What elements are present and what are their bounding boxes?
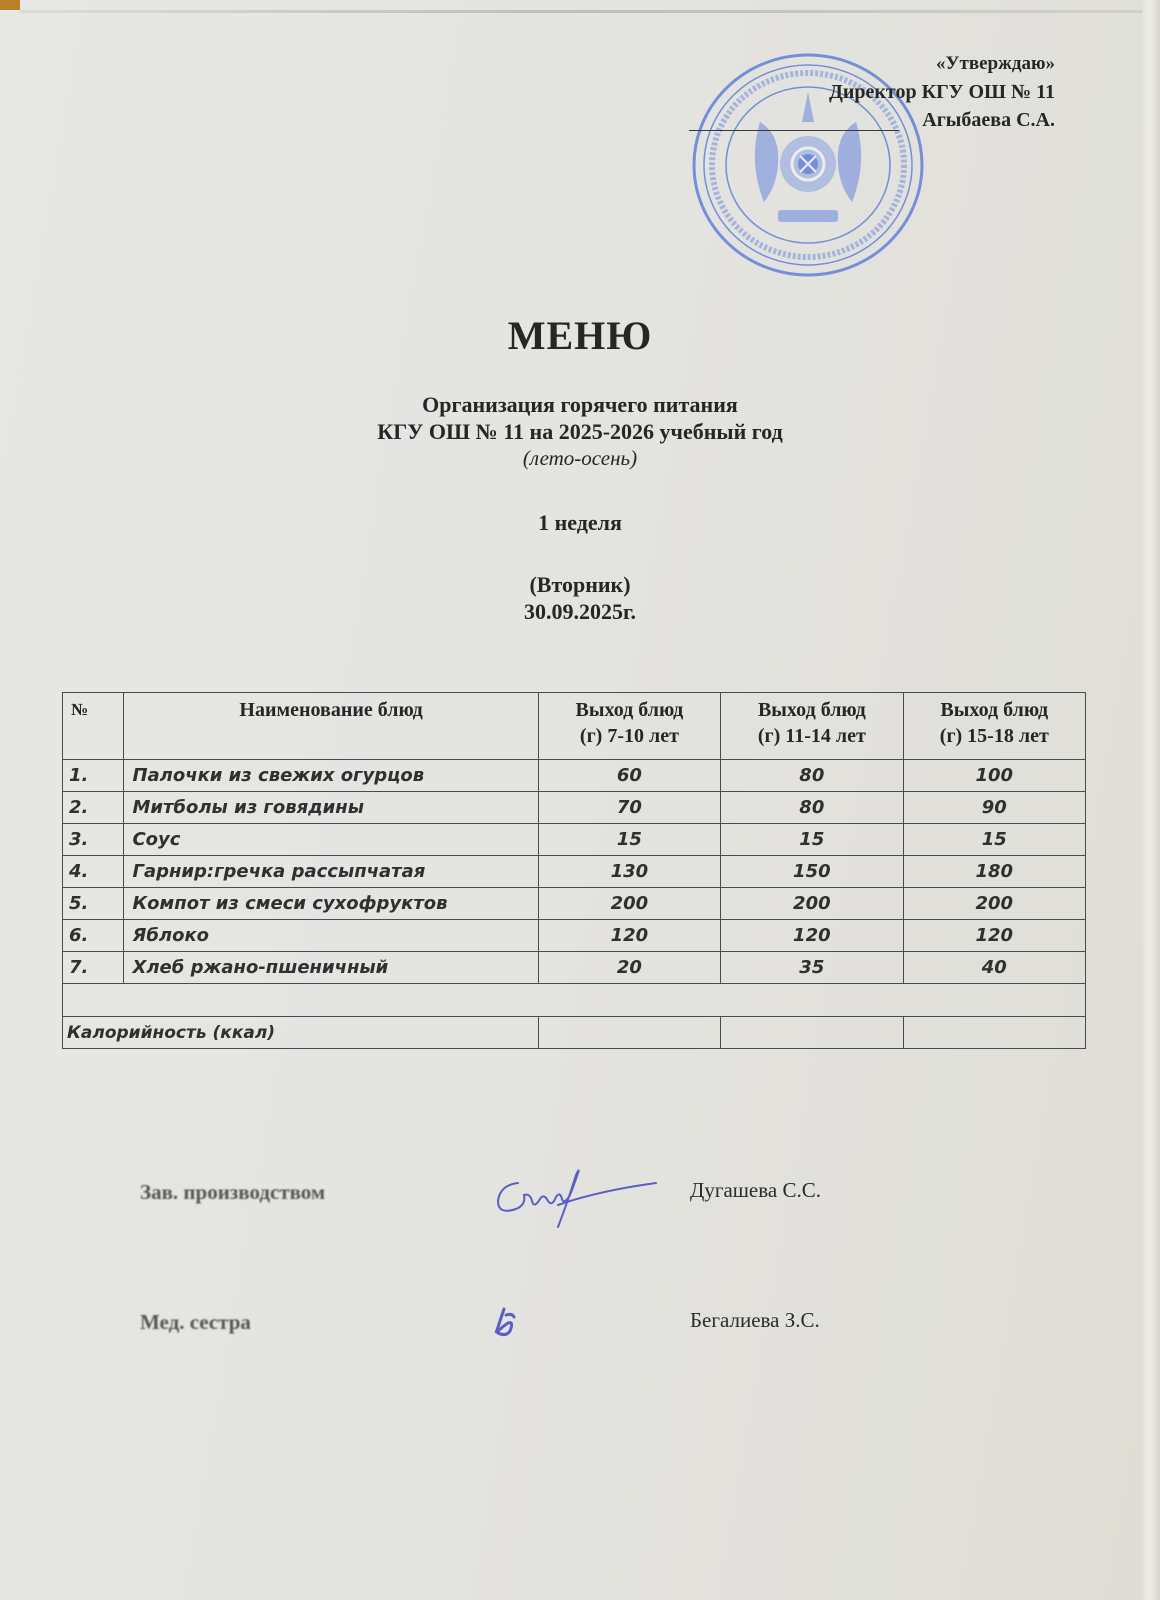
week-label: 1 неделя (538, 510, 622, 535)
season-label: (лето-осень) (522, 446, 638, 470)
row-number: 2. (63, 792, 124, 824)
portion-15-18: 180 (903, 856, 1085, 888)
calories-11-14 (721, 1017, 903, 1049)
dish-name: Гарнир:гречка рассыпчатая (124, 856, 538, 888)
row-number: 1. (63, 760, 124, 792)
calories-7-10 (538, 1017, 720, 1049)
approval-position: Директор КГУ ОШ № 11 (829, 81, 1055, 103)
portion-15-18: 200 (903, 888, 1085, 920)
handwritten-initials-icon (490, 1305, 520, 1340)
approval-heading: «Утверждаю» (936, 53, 1055, 74)
table-row (63, 952, 1086, 984)
spacer-cell (63, 984, 1086, 1017)
portion-11-14: 150 (721, 856, 903, 888)
dish-name: Палочки из свежих огурцов (124, 760, 538, 792)
portion-11-14: 200 (721, 888, 903, 920)
portion-15-18: 15 (903, 824, 1085, 856)
portion-15-18: 90 (903, 792, 1085, 824)
signature-role-nurse: Мед. сестра (140, 1310, 251, 1334)
table-row (63, 824, 1086, 856)
header-number: № (63, 693, 124, 760)
header-portion-11-14 (721, 693, 903, 760)
portion-15-18: 100 (903, 760, 1085, 792)
header-text: Выход блюд (940, 699, 1049, 721)
table-row (63, 856, 1086, 888)
portion-7-10: 15 (538, 824, 720, 856)
approval-block (829, 50, 1055, 134)
day-label: (Вторник) (529, 572, 631, 597)
row-number: 7. (63, 952, 124, 984)
header-dish-name: Наименование блюд (124, 693, 538, 760)
header-text: (г) 15-18 лет (939, 725, 1049, 747)
portion-15-18: 120 (903, 920, 1085, 952)
menu-table (62, 692, 1086, 1049)
subtitle-line-1: Организация горячего питания (422, 392, 738, 417)
calories-row (63, 1017, 1086, 1049)
folder-corner (0, 0, 20, 10)
portion-7-10: 70 (538, 792, 720, 824)
subtitle-line-2: КГУ ОШ № 11 на 2025-2026 учебный год (377, 419, 783, 444)
handwritten-signature-icon (488, 1165, 658, 1235)
portion-7-10: 200 (538, 888, 720, 920)
approval-signer: Агыбаева С.А. (922, 109, 1055, 131)
dish-name: Компот из смеси сухофруктов (124, 888, 538, 920)
dish-name: Митболы из говядины (124, 792, 538, 824)
signature-line (689, 130, 899, 131)
portion-7-10: 120 (538, 920, 720, 952)
table-spacer-row (63, 984, 1086, 1017)
calories-label: Калорийность (ккал) (63, 1017, 539, 1049)
table-row (63, 920, 1086, 952)
header-text: Выход блюд (757, 699, 866, 721)
signature-name-nurse: Бегалиева З.С. (690, 1308, 820, 1332)
header-text: Выход блюд (575, 699, 684, 721)
row-number: 5. (63, 888, 124, 920)
portion-11-14: 35 (721, 952, 903, 984)
calories-15-18 (903, 1017, 1085, 1049)
portion-7-10: 60 (538, 760, 720, 792)
signature-role-production: Зав. производством (140, 1180, 326, 1204)
portion-11-14: 15 (721, 824, 903, 856)
date-label: 30.09.2025г. (523, 599, 636, 624)
header-portion-15-18 (903, 693, 1085, 760)
table-row (63, 888, 1086, 920)
dish-name: Хлеб ржано-пшеничный (124, 952, 538, 984)
header-text: (г) 7-10 лет (579, 725, 679, 747)
page-right-edge (1142, 0, 1160, 1600)
dish-name: Яблоко (124, 920, 538, 952)
row-number: 6. (63, 920, 124, 952)
header-text: (г) 11-14 лет (757, 725, 866, 747)
row-number: 3. (63, 824, 124, 856)
portion-11-14: 80 (721, 792, 903, 824)
portion-7-10: 20 (538, 952, 720, 984)
table-header-row (63, 693, 1086, 760)
portion-15-18: 40 (903, 952, 1085, 984)
header-portion-7-10 (538, 693, 720, 760)
portion-11-14: 80 (721, 760, 903, 792)
page-title: МЕНЮ (507, 313, 653, 358)
portion-11-14: 120 (721, 920, 903, 952)
page-top-edge (20, 10, 1150, 13)
dish-name: Соус (124, 824, 538, 856)
table-row (63, 792, 1086, 824)
portion-7-10: 130 (538, 856, 720, 888)
table-row (63, 760, 1086, 792)
signature-name-production: Дугашева С.С. (690, 1178, 821, 1202)
row-number: 4. (63, 856, 124, 888)
